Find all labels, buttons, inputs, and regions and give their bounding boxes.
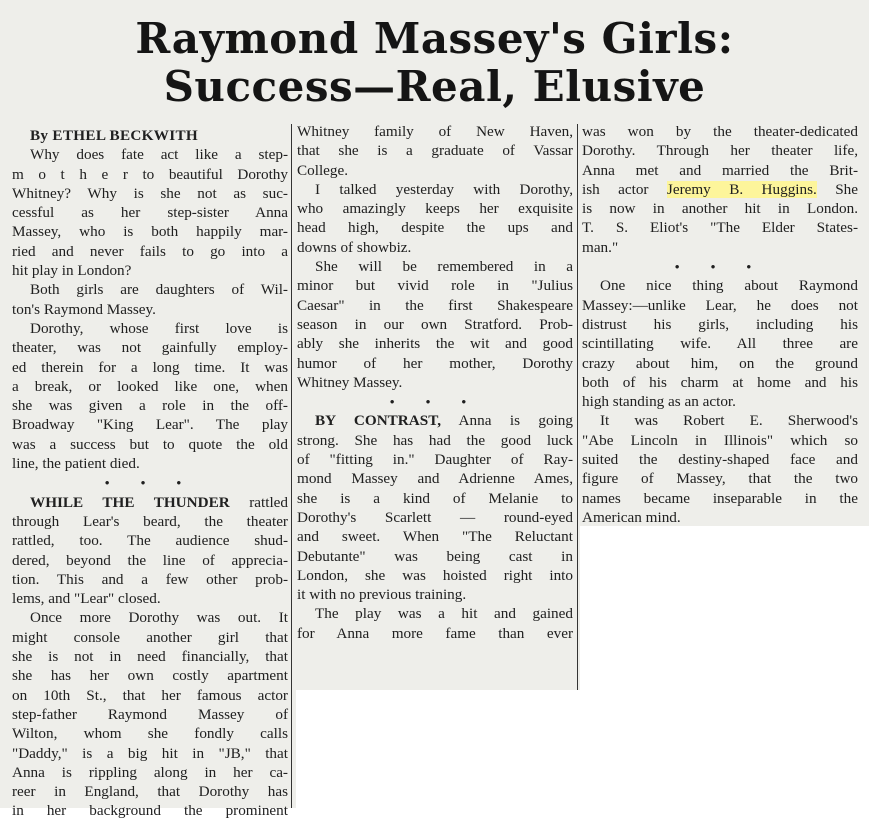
article-line: who amazingly keeps her exquisite [297, 200, 573, 218]
headline-line-2: Success—Real, Elusive [163, 62, 706, 111]
article-line: "Abe Lincoln in Illinois" which so [582, 431, 858, 449]
article-line: mond Massey and Adrienne Ames, [297, 470, 573, 488]
article-line: Dorothy's Scarlett — round-eyed [297, 508, 573, 526]
article-line: lems, and "Lear" closed. [12, 590, 161, 608]
article-line: minor but vivid role in "Julius [297, 277, 573, 295]
article-line: reer in England, that Dorothy has [12, 783, 288, 801]
article-line: step-father Raymond Massey of [12, 705, 288, 723]
section-separator: • • • [674, 259, 766, 275]
article-line: she is a kind of Melanie to [297, 489, 573, 507]
article-line: of "fitting in." Daughter of Ray- [297, 451, 573, 469]
article-line: Dorothy. Through her theater life, [582, 142, 858, 160]
article-line: Debutante" was being cast in [297, 547, 573, 565]
article-line: It was Robert E. Sherwood's [600, 412, 858, 430]
article-line: theater, was not gainfully employ- [12, 339, 288, 357]
article-line: it with no previous training. [297, 586, 467, 604]
article-line: and sweet. When "The Reluctant [297, 528, 573, 546]
highlighted-name: Jeremy B. Huggins. [666, 180, 817, 198]
article-line: She will be remembered in a [315, 258, 573, 276]
article-line: hit play in London? [12, 262, 132, 280]
article-line: Broadway "King Lear". The play [12, 416, 288, 434]
article-line: strong. She has had the good luck [297, 431, 573, 449]
article-line: ried and never fails to go into a [12, 242, 288, 260]
article-line: she is not in need financially, that [12, 648, 288, 666]
article-line: crazy about him, on the ground [582, 354, 858, 372]
article-line: through Lear's beard, the theater [12, 512, 288, 530]
article-line: Wilton, whom she fondly calls [12, 725, 288, 743]
section-separator: • • • [104, 475, 196, 491]
article-line: figure of Massey, that the two [582, 470, 858, 488]
article-line: line, the patient died. [12, 455, 140, 473]
article-line: "Daddy," is a big hit in "JB," that [12, 744, 288, 762]
article-line: London, she was hoisted right into [297, 566, 573, 584]
article-line: Massey, who is both happily mar- [12, 223, 288, 241]
article-line: ably she inherits the wit and good [297, 335, 573, 353]
article-line: By ETHEL BECKWITH [30, 127, 198, 144]
article-line: humor of her mother, Dorothy [297, 354, 573, 372]
article-line: Anna is rippling along in her ca- [12, 763, 288, 781]
article-line: might console another girl that [12, 628, 288, 646]
article-line: scintillating wife. All three are [582, 335, 858, 353]
article-line: Dorothy, whose first love is [30, 319, 288, 337]
headline-line-1: Raymond Massey's Girls: [135, 14, 734, 63]
article-line: I talked yesterday with Dorothy, [315, 180, 573, 198]
article-line: dered, beyond the line of apprecia- [12, 551, 288, 569]
article-line: man." [582, 238, 619, 256]
article-column-3 [582, 122, 858, 527]
article-column-1 [12, 126, 288, 821]
article-line: rattled, too. The audience shud- [12, 532, 288, 550]
article-line: a break, or looked like one, when [12, 377, 288, 395]
article-line: WHILE THE THUNDER rattled [30, 493, 289, 511]
article-line: both of his charm at home and his [582, 373, 858, 391]
article-line: was a success but to quote the old [12, 435, 288, 453]
article-line: tion. This and a few other prob- [12, 570, 288, 588]
article-line: College. [297, 161, 349, 179]
article-line: One nice thing about Raymond [600, 277, 858, 295]
article-line: Anna met and married the Brit- [582, 161, 858, 179]
article-line: downs of showbiz. [297, 238, 412, 256]
section-separator: • • • [389, 394, 481, 410]
article-line: she has her own costly apartment [12, 667, 288, 685]
article-line: suited the destiny-shaped face and [582, 451, 858, 469]
article-line: BY CONTRAST, Anna is going [315, 412, 573, 430]
article-line: Why does fate act like a step- [30, 146, 288, 164]
article-line: ton's Raymond Massey. [12, 300, 156, 318]
column-rule-1 [291, 124, 292, 808]
article-line: T. S. Eliot's "The Elder States- [582, 219, 858, 237]
article-line: head high, despite the ups and [297, 219, 573, 237]
article-line: ed therein for a long time. It was [12, 358, 288, 376]
article-line: distrust his girls, including his [582, 315, 858, 333]
article-line: American mind. [582, 508, 681, 526]
article-line: Whitney? Why is she not as suc- [12, 184, 288, 202]
column-rule-2 [577, 124, 578, 690]
article-line: Whitney Massey. [297, 373, 403, 391]
article-line: season in our own Stratford. Prob- [297, 315, 573, 333]
article-line: for Anna more fame than ever [297, 624, 573, 642]
article-line: Massey:—unlike Lear, he does not [582, 296, 858, 314]
article-line: she was given a role in the off- [12, 397, 288, 415]
article-line: Whitney family of New Haven, [297, 123, 573, 140]
article-line: in her background the prominent [12, 802, 288, 820]
article-line: Caesar" in the first Shakespeare [297, 296, 573, 314]
article-line: m o t h e r to beautiful Dorothy [12, 165, 288, 183]
article-line: ish actor Jeremy B. Huggins. She [582, 180, 859, 198]
article-line: is now in another hit in London. [582, 200, 858, 218]
article-line: cessful as her step-sister Anna [12, 204, 288, 222]
article-line: on 10th St., that her famous actor [12, 686, 288, 704]
article-line: was won by the theater-dedicated [582, 123, 858, 140]
article-column-2 [297, 122, 573, 643]
article-line: The play was a hit and gained [315, 605, 573, 623]
article-line: that she is a graduate of Vassar [297, 142, 573, 160]
article-line: Both girls are daughters of Wil- [30, 281, 288, 299]
article-line: names became inseparable in the [582, 489, 858, 507]
article-line: Once more Dorothy was out. It [30, 609, 288, 627]
article-line: high standing as an actor. [582, 393, 736, 411]
